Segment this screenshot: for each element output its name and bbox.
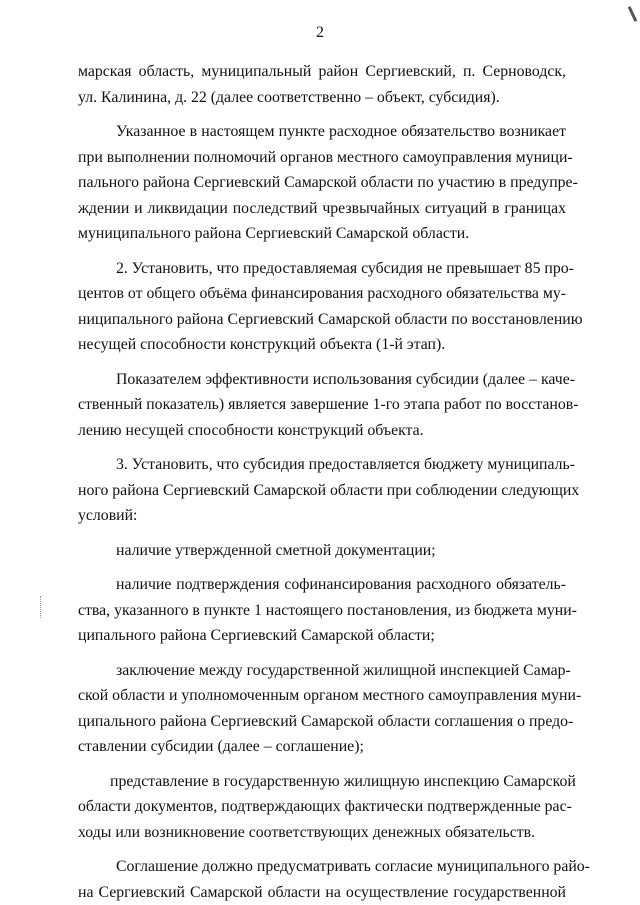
text-line: Соглашение должно предусматривать согласие муниципального райо- — [116, 858, 590, 875]
scan-artifact-dots — [40, 596, 42, 618]
text-line: ставлении субсидии (далее – соглашение); — [78, 738, 364, 755]
text-line: лению несущей способности конструкций объекта. — [78, 421, 424, 439]
text-line: ской области и уполномоченным органом местного самоуправления муни- — [78, 687, 582, 704]
text-line: ул. Калинина, д. 22 (далее соответственно – объект, субсидия). — [78, 88, 500, 106]
paragraph-3 — [78, 256, 583, 358]
text-line: марская область, муниципальный район Сергиевский, п. Серноводск, — [78, 63, 566, 80]
text-line: ципального района Сергиевский Самарской области; — [78, 627, 435, 644]
paragraph-1 — [78, 59, 566, 110]
scan-artifact-mark — [628, 6, 637, 22]
text-line: области документов, подтверждающих фактически подтвержденные рас- — [78, 798, 572, 815]
text-line: ципального района Сергиевский Самарской области соглашения о предо- — [78, 712, 574, 730]
text-line: ждении и ликвидации последствий чрезвычайных ситуаций в границах — [78, 199, 566, 217]
text-line: заключение между государственной жилищной инспекцией Самар- — [116, 661, 571, 679]
text-line: ственный показатель) является завершение 1-го этапа работ по восстанов- — [78, 396, 579, 413]
text-line: муниципального района Сергиевский Самарской области. — [78, 225, 470, 242]
text-line: 2. Установить, что предоставляемая субсидия не превышает 85 про- — [116, 259, 574, 277]
text-line: 3. Установить, что субсидия предоставляется бюджету муниципаль- — [116, 456, 575, 473]
paragraph-7 — [78, 572, 577, 649]
paragraph-2 — [78, 119, 578, 247]
text-line: на Сергиевский Самарской области на осуществление государственной — [78, 883, 566, 901]
text-line: наличие подтверждения софинансирования расходного обязатель- — [116, 576, 566, 593]
text-line: несущей способности конструкций объекта (1-й этап). — [78, 336, 446, 353]
page-number: 2 — [316, 24, 324, 41]
text-line: ства, указанного в пункте 1 настоящего постановления, из бюджета муни- — [78, 601, 577, 619]
text-line: ного района Сергиевский Самарской области при соблюдении следующих — [78, 481, 580, 499]
text-line: представление в государственную жилищную инспекцию Самарской — [110, 772, 576, 790]
text-line: условий: — [78, 507, 138, 524]
text-line: центов от общего объёма финансирования расходного обязательства му- — [78, 285, 567, 302]
text-line: пального района Сергиевский Самарской области по участию в предупре- — [78, 174, 578, 191]
paragraph-9 — [78, 769, 576, 846]
text-line: ходы или возникновение соответствующих денежных обязательств. — [78, 823, 536, 841]
text-line: при выполнении полномочий органов местного самоуправления муници- — [78, 148, 573, 166]
paragraph-5 — [78, 452, 580, 529]
paragraph-6 — [78, 538, 566, 564]
paragraph-4 — [78, 367, 579, 444]
text-line: наличие утвержденной сметной документации; — [116, 541, 436, 559]
document-body — [78, 59, 590, 905]
paragraph-8 — [78, 658, 582, 760]
text-line: Показателем эффективности использования субсидии (далее – каче- — [116, 370, 575, 388]
text-line: Указанное в настоящем пункте расходное обязательство возникает — [116, 123, 566, 140]
paragraph-10 — [78, 854, 590, 905]
text-line: ниципального района Сергиевский Самарской области по восстановлению — [78, 310, 583, 328]
